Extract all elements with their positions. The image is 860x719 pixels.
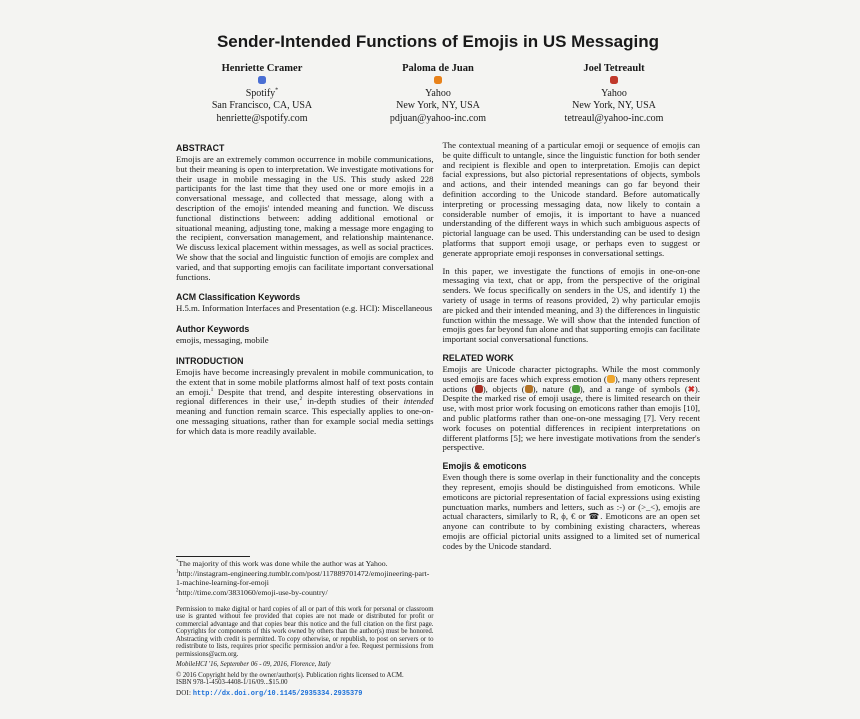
author-keywords-text: emojis, messaging, mobile — [176, 335, 269, 346]
author-name: Paloma de Juan — [402, 63, 474, 74]
footnote-block — [176, 556, 434, 701]
author-email: tetreaul@yahoo-inc.com — [564, 112, 664, 124]
cramer-author-emoji-icon — [258, 76, 266, 84]
footnote-affiliation: *The majority of this work was done while the author was at Yahoo. — [176, 559, 388, 569]
author-email: henriette@spotify.com — [216, 112, 308, 124]
affiliation-name: Spotify — [245, 87, 276, 99]
cross-mark-icon: ✖ — [687, 383, 695, 394]
footnote-1: $^1$http://instagram-engineering.tumblr.com/post/117889701472/emojineering-part-1-machine-learning-for-emoji — [176, 569, 430, 587]
author-name: Henriette Cramer — [221, 63, 303, 74]
author-keywords-heading: Author Keywords — [176, 324, 250, 335]
emotion-face-emoji-icon — [607, 375, 615, 383]
related-work-text: Emojis are Unicode character pictographs. While the most commonly used emojis are faces which express emotion ( ), many others represent actions ( ), objects ( ), nature ( ), and a range of symbols (✖). Despite the marked rise of emoji usage, there is limited research on their use, with most prior work focusing on emoticons rather than emojis [10], and public platforms rather than one-on-one messaging [7]. Very recent work focuses on potential differences in recipient interpretations on different platforms [5]; we here investigate motivations from the sender's perspective. — [442, 363, 701, 453]
right-paragraph-2: In this paper, we investigate the functions of emojis in one-on-one messaging via text, chat or app, from the perspective of the original senders. We focus specifically on senders in the US, and identify 1) the variety of usage in terms of reasons provided, 2) why particular emojis are picked and their intended meaning, and 3) the differences in linguistic function within the message. We will show that the intended function of emojis goes far beyond fun alone and that supporting emojis can facilitate important social conversational functions. — [442, 265, 700, 345]
affiliation-name: Yahoo — [425, 87, 451, 99]
related-work-heading: RELATED WORK — [442, 352, 514, 363]
action-emoji-icon — [475, 385, 483, 393]
tetreault-author-emoji-icon — [610, 76, 618, 84]
footnote-2: $^2$http://time.com/3831060/emoji-use-by-country/ — [176, 587, 328, 597]
author-cramer — [176, 63, 348, 125]
emojis-emoticons-text: Even though there is some overlap in their functionality and the concepts they represent, emojis should be distinguished from emoticons. While emoticons are pictorial representation of facial expressions using existing punctuation marks, numbers and letters, such as :-) or (>_<), emojis are actual characters, similarly to R, ϕ, € or ☎. Emoticons are an open set anyone can contribute to by combining existing characters, whereas emojis are official pictorial units assigned to a limited set of numerical codes by the Unicode standard. — [442, 472, 700, 551]
isbn-text: ISBN 978-1-4503-4408-1/16/09...$15.00 — [176, 679, 288, 686]
author-emoji — [176, 76, 348, 88]
emojis-emoticons-heading: Emojis & emoticons — [442, 461, 527, 472]
introduction-heading: INTRODUCTION — [176, 355, 244, 366]
author-name: Joel Tetreault — [583, 63, 645, 74]
dejuan-author-emoji-icon — [434, 76, 442, 84]
author-city: New York, NY, USA — [572, 100, 656, 111]
abstract-heading: ABSTRACT — [176, 143, 225, 153]
doi-line — [176, 690, 434, 699]
nature-emoji-icon — [572, 385, 580, 393]
acm-keywords-heading: ACM Classification Keywords — [176, 292, 301, 303]
footnote-separator — [176, 556, 250, 557]
author-city: San Francisco, CA, USA — [211, 100, 313, 111]
two-column-body — [176, 141, 700, 701]
copyright-line — [176, 672, 434, 687]
affiliation-name: Yahoo — [601, 87, 627, 99]
right-paragraph-1: The contextual meaning of a particular emoji or sequence of emojis can be quite difficult to untangle, since the linguistic function for both sender and recipient is flexible and open to interpretation. Emojis can depict facial expressions, but also pictorial representations of objects, symbols and actions, and their intended meanings can go far beyond their definition according to the Unicode standard. Before automatically interpreting or processing messaging data, now likely to contain a considerable number of emojis, it is important to have a nuanced understanding of the different ways in which such ambiguous aspects of pictorial language can be used. This understanding can be used to design platforms that support emoji usage, or perhaps even to suggest or generate appropriate emoji responses in conversational settings. — [442, 140, 700, 258]
copyright-block — [176, 606, 434, 699]
affiliation-footnote-mark: * — [275, 86, 279, 94]
copyright-text: © 2016 Copyright held by the owner/author(s). Publication rights licensed to ACM. — [176, 671, 404, 679]
author-email: pdjuan@yahoo-inc.com — [389, 112, 487, 124]
object-emoji-icon — [525, 385, 533, 393]
introduction-text: Emojis have become increasingly prevalent in mobile communication, to the extent that in some mobile platforms almost half of text posts contain an emoji.$^1$ Despite that trend, and despite interesting observations in regional differences in their use,$^2$ in-depth studies of their intended meaning and function remain scarce. This especially applies to one-on-one messaging situations, rather than for example social media settings for which data is more readily available. — [176, 366, 434, 436]
author-affiliation — [352, 88, 524, 101]
author-dejuan — [352, 63, 524, 125]
left-column — [176, 141, 434, 701]
abstract-text: Emojis are an extremely common occurrence in mobile communications, but their meaning is open to interpretation. We investigate motivations for their usage in mobile messaging in the US. This study asked 228 participants for the last time that they used one or more emojis in a conversational message, and collected that message, along with a description of the emojis' intended meaning and function. We discuss functional distinctions between: adding additional emotional or situational meaning, adjusting tone, making a message more engaging to the recipient, conversation management, and relationship maintenance. We discuss lexical placement within messages, as well as social practices. We show that the social and linguistic function of emojis are complex and varied, and that supporting emojis can facilitate important conversational functions. — [176, 154, 434, 282]
author-emoji — [528, 76, 700, 88]
author-city: New York, NY, USA — [396, 100, 480, 111]
author-affiliation — [176, 88, 348, 101]
author-emoji — [352, 76, 524, 88]
doi-label: DOI: — [176, 688, 192, 697]
author-affiliation — [528, 88, 700, 101]
author-tetreault — [528, 63, 700, 125]
doi-link[interactable]: http://dx.doi.org/10.1145/2935334.2935379 — [192, 689, 363, 698]
acm-keywords-text: H.5.m. Information Interfaces and Presentation (e.g. HCI): Miscellaneous — [176, 303, 433, 314]
paper-title: Sender-Intended Functions of Emojis in US Messaging — [216, 32, 660, 51]
author-block — [176, 63, 700, 125]
right-column — [443, 141, 701, 701]
venue-line: MobileHCI '16, September 06 - 09, 2016, Florence, Italy — [176, 661, 331, 668]
permission-text: Permission to make digital or hard copies of all or part of this work for personal or classroom use is granted without fee provided that copies are not made or distributed for profit or commercial advantage and that copies bear this notice and the full citation on the first page. Copyrights for components of this work owned by others than the author(s) must be honored. Abstracting with credit is permitted. To copy otherwise, or republish, to post on servers or to redistribute to lists, requires prior specific permission and/or a fee. Request permissions from permissions@acm.org. — [176, 605, 434, 658]
